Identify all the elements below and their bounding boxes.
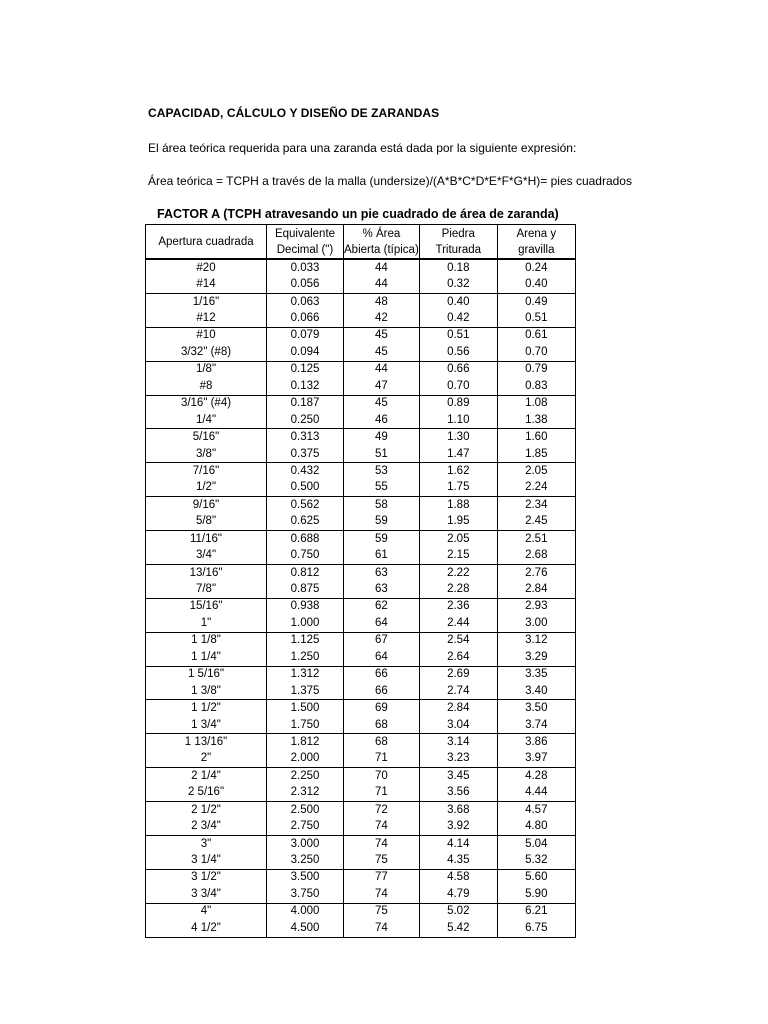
cell-arena: 6.75 [497,920,575,937]
cell-area: 64 [344,615,420,632]
cell-equivalente: 0.750 [267,547,344,564]
table-header-row [146,225,576,260]
cell-area: 74 [344,920,420,937]
table-caption: FACTOR A (TCPH atravesando un pie cuadrado de área de zaranda) [157,207,559,221]
table-row [146,259,576,276]
cell-equivalente: 0.132 [267,378,344,395]
cell-equivalente: 3.000 [267,835,344,852]
cell-piedra: 3.23 [419,751,497,768]
table-row [146,412,576,429]
header-area-abierta [344,225,420,260]
cell-arena: 4.80 [497,818,575,835]
cell-area: 51 [344,446,420,463]
table-row [146,886,576,903]
cell-apertura: 1 13/16" [146,734,267,751]
cell-arena: 3.50 [497,700,575,717]
cell-arena: 5.90 [497,886,575,903]
table-row [146,768,576,785]
cell-apertura: 3 1/2" [146,869,267,886]
cell-equivalente: 0.079 [267,327,344,344]
cell-arena: 5.32 [497,852,575,869]
cell-piedra: 0.70 [419,378,497,395]
table-row [146,734,576,751]
cell-equivalente: 1.500 [267,700,344,717]
cell-piedra: 2.05 [419,531,497,548]
cell-piedra: 1.95 [419,514,497,531]
cell-area: 58 [344,497,420,514]
header-piedra-triturada [419,225,497,260]
table-row [146,598,576,615]
table-row [146,378,576,395]
cell-piedra: 0.32 [419,276,497,293]
cell-piedra: 2.22 [419,564,497,581]
table-row [146,818,576,835]
header-line: gravilla [518,243,555,256]
table-row [146,700,576,717]
table-row [146,310,576,327]
cell-equivalente: 4.500 [267,920,344,937]
cell-arena: 1.85 [497,446,575,463]
cell-area: 66 [344,683,420,700]
cell-piedra: 0.51 [419,327,497,344]
cell-area: 75 [344,903,420,920]
table-row [146,564,576,581]
cell-equivalente: 0.313 [267,429,344,446]
cell-area: 72 [344,802,420,819]
cell-equivalente: 0.250 [267,412,344,429]
cell-apertura: 2 1/2" [146,802,267,819]
cell-equivalente: 0.562 [267,497,344,514]
cell-equivalente: 0.938 [267,598,344,615]
cell-arena: 2.45 [497,514,575,531]
cell-piedra: 5.42 [419,920,497,937]
header-line: Triturada [435,243,482,256]
page-title: CAPACIDAD, CÁLCULO Y DISEÑO DE ZARANDAS [148,106,440,120]
cell-apertura: 9/16" [146,497,267,514]
cell-arena: 4.44 [497,785,575,802]
cell-arena: 3.00 [497,615,575,632]
cell-arena: 2.24 [497,480,575,497]
cell-apertura: 7/8" [146,581,267,598]
cell-arena: 4.57 [497,802,575,819]
cell-equivalente: 3.500 [267,869,344,886]
cell-area: 48 [344,293,420,310]
cell-area: 64 [344,649,420,666]
cell-area: 45 [344,344,420,361]
cell-piedra: 0.89 [419,395,497,412]
table-row [146,683,576,700]
cell-piedra: 0.18 [419,259,497,276]
cell-piedra: 2.28 [419,581,497,598]
cell-equivalente: 1.812 [267,734,344,751]
cell-arena: 1.08 [497,395,575,412]
cell-area: 59 [344,514,420,531]
cell-apertura: #8 [146,378,267,395]
cell-equivalente: 0.688 [267,531,344,548]
cell-arena: 0.51 [497,310,575,327]
table-row [146,751,576,768]
cell-piedra: 0.42 [419,310,497,327]
table-row [146,344,576,361]
header-equivalente [267,225,344,260]
table-row [146,463,576,480]
cell-apertura: 3/4" [146,547,267,564]
cell-apertura: 2 3/4" [146,818,267,835]
cell-apertura: 5/8" [146,514,267,531]
cell-arena: 2.93 [497,598,575,615]
cell-piedra: 0.66 [419,361,497,378]
table-row [146,480,576,497]
cell-arena: 2.51 [497,531,575,548]
cell-piedra: 2.84 [419,700,497,717]
cell-area: 67 [344,632,420,649]
cell-equivalente: 0.500 [267,480,344,497]
header-line: Piedra [441,227,475,240]
cell-arena: 0.79 [497,361,575,378]
table-row [146,920,576,937]
table-row [146,581,576,598]
cell-arena: 3.86 [497,734,575,751]
factor-a-table [145,224,576,938]
cell-equivalente: 3.250 [267,852,344,869]
cell-piedra: 4.14 [419,835,497,852]
cell-area: 74 [344,818,420,835]
cell-apertura: 1 1/4" [146,649,267,666]
cell-piedra: 2.36 [419,598,497,615]
cell-arena: 0.61 [497,327,575,344]
cell-equivalente: 0.063 [267,293,344,310]
cell-area: 44 [344,259,420,276]
cell-apertura: 3 3/4" [146,886,267,903]
cell-apertura: 2 1/4" [146,768,267,785]
cell-piedra: 3.92 [419,818,497,835]
cell-area: 74 [344,886,420,903]
cell-equivalente: 2.250 [267,768,344,785]
table-row [146,615,576,632]
cell-equivalente: 2.500 [267,802,344,819]
cell-arena: 3.74 [497,717,575,734]
table-row [146,293,576,310]
header-line: Apertura cuadrada [158,235,254,248]
table-row [146,802,576,819]
cell-apertura: 4 1/2" [146,920,267,937]
cell-equivalente: 0.812 [267,564,344,581]
header-arena-gravilla [497,225,575,260]
cell-equivalente: 0.125 [267,361,344,378]
cell-apertura: #20 [146,259,267,276]
cell-arena: 2.34 [497,497,575,514]
cell-arena: 3.97 [497,751,575,768]
cell-piedra: 1.10 [419,412,497,429]
cell-arena: 4.28 [497,768,575,785]
cell-piedra: 2.54 [419,632,497,649]
cell-arena: 1.38 [497,412,575,429]
cell-area: 75 [344,852,420,869]
cell-area: 42 [344,310,420,327]
table-row [146,835,576,852]
cell-apertura: 15/16" [146,598,267,615]
cell-piedra: 1.75 [419,480,497,497]
cell-equivalente: 0.625 [267,514,344,531]
cell-area: 66 [344,666,420,683]
cell-piedra: 2.74 [419,683,497,700]
cell-arena: 6.21 [497,903,575,920]
table-row [146,852,576,869]
cell-equivalente: 3.750 [267,886,344,903]
table-row [146,429,576,446]
cell-piedra: 2.64 [419,649,497,666]
cell-area: 69 [344,700,420,717]
cell-apertura: 7/16" [146,463,267,480]
cell-piedra: 1.47 [419,446,497,463]
cell-piedra: 2.69 [419,666,497,683]
cell-area: 77 [344,869,420,886]
table-row [146,666,576,683]
cell-area: 46 [344,412,420,429]
cell-equivalente: 0.875 [267,581,344,598]
header-apertura [146,225,267,260]
table-row [146,514,576,531]
cell-arena: 0.70 [497,344,575,361]
cell-equivalente: 1.250 [267,649,344,666]
cell-piedra: 4.79 [419,886,497,903]
cell-apertura: 3" [146,835,267,852]
table-row [146,903,576,920]
cell-piedra: 5.02 [419,903,497,920]
table-row [146,785,576,802]
cell-apertura: 1 5/16" [146,666,267,683]
cell-arena: 2.68 [497,547,575,564]
cell-equivalente: 1.375 [267,683,344,700]
cell-apertura: 5/16" [146,429,267,446]
cell-area: 44 [344,276,420,293]
intro-paragraph: El área teórica requerida para una zaranda está dada por la siguiente expresión: [148,141,577,155]
cell-apertura: 1/2" [146,480,267,497]
cell-area: 47 [344,378,420,395]
cell-area: 59 [344,531,420,548]
table-row [146,717,576,734]
cell-apertura: 1" [146,615,267,632]
cell-arena: 2.84 [497,581,575,598]
cell-arena: 3.40 [497,683,575,700]
cell-piedra: 2.44 [419,615,497,632]
cell-arena: 3.35 [497,666,575,683]
cell-area: 53 [344,463,420,480]
cell-apertura: #10 [146,327,267,344]
cell-piedra: 1.88 [419,497,497,514]
cell-equivalente: 2.750 [267,818,344,835]
cell-area: 68 [344,717,420,734]
header-line: Equivalente [274,227,336,240]
cell-apertura: #14 [146,276,267,293]
header-line: Decimal (") [276,243,334,256]
table-row [146,632,576,649]
cell-apertura: 2" [146,751,267,768]
cell-piedra: 3.04 [419,717,497,734]
cell-apertura: 1/8" [146,361,267,378]
cell-apertura: 2 5/16" [146,785,267,802]
cell-area: 49 [344,429,420,446]
cell-equivalente: 2.312 [267,785,344,802]
cell-arena: 2.76 [497,564,575,581]
cell-area: 44 [344,361,420,378]
table-row [146,649,576,666]
cell-equivalente: 1.000 [267,615,344,632]
cell-area: 63 [344,564,420,581]
cell-arena: 0.83 [497,378,575,395]
cell-area: 68 [344,734,420,751]
table-row [146,869,576,886]
cell-area: 71 [344,785,420,802]
cell-arena: 0.24 [497,259,575,276]
cell-equivalente: 0.094 [267,344,344,361]
cell-equivalente: 0.375 [267,446,344,463]
cell-apertura: 1 3/8" [146,683,267,700]
cell-area: 71 [344,751,420,768]
cell-piedra: 0.56 [419,344,497,361]
cell-area: 55 [344,480,420,497]
header-line: % Área [362,227,401,240]
cell-piedra: 3.56 [419,785,497,802]
formula-paragraph: Área teórica = TCPH a través de la malla (undersize)/(A*B*C*D*E*F*G*H)= pies cuadrados [148,174,632,188]
cell-apertura: 1 1/8" [146,632,267,649]
table-row [146,531,576,548]
table-row [146,395,576,412]
cell-area: 45 [344,395,420,412]
cell-piedra: 4.35 [419,852,497,869]
cell-equivalente: 1.125 [267,632,344,649]
cell-equivalente: 0.033 [267,259,344,276]
cell-apertura: 11/16" [146,531,267,548]
cell-arena: 5.60 [497,869,575,886]
table-row [146,547,576,564]
cell-equivalente: 0.187 [267,395,344,412]
cell-apertura: 3/32" (#8) [146,344,267,361]
cell-arena: 2.05 [497,463,575,480]
cell-arena: 0.40 [497,276,575,293]
cell-apertura: 13/16" [146,564,267,581]
header-line: Abierta (típica) [344,243,419,256]
header-line: Arena y [516,227,557,240]
cell-apertura: #12 [146,310,267,327]
cell-area: 63 [344,581,420,598]
table-row [146,446,576,463]
cell-apertura: 1 1/2" [146,700,267,717]
cell-equivalente: 2.000 [267,751,344,768]
cell-piedra: 3.68 [419,802,497,819]
cell-apertura: 1/16" [146,293,267,310]
cell-area: 61 [344,547,420,564]
cell-piedra: 3.14 [419,734,497,751]
table-body [146,259,576,937]
cell-arena: 3.12 [497,632,575,649]
cell-equivalente: 4.000 [267,903,344,920]
cell-area: 62 [344,598,420,615]
cell-apertura: 3/8" [146,446,267,463]
cell-piedra: 0.40 [419,293,497,310]
table-row [146,497,576,514]
table-row [146,276,576,293]
cell-area: 74 [344,835,420,852]
cell-piedra: 1.62 [419,463,497,480]
cell-area: 45 [344,327,420,344]
cell-equivalente: 0.066 [267,310,344,327]
cell-apertura: 1 3/4" [146,717,267,734]
cell-apertura: 3 1/4" [146,852,267,869]
cell-arena: 5.04 [497,835,575,852]
cell-apertura: 4" [146,903,267,920]
cell-piedra: 1.30 [419,429,497,446]
table-row [146,361,576,378]
cell-piedra: 3.45 [419,768,497,785]
cell-equivalente: 0.432 [267,463,344,480]
cell-arena: 1.60 [497,429,575,446]
cell-equivalente: 0.056 [267,276,344,293]
cell-piedra: 2.15 [419,547,497,564]
cell-arena: 3.29 [497,649,575,666]
cell-equivalente: 1.750 [267,717,344,734]
cell-piedra: 4.58 [419,869,497,886]
cell-apertura: 3/16" (#4) [146,395,267,412]
cell-equivalente: 1.312 [267,666,344,683]
cell-arena: 0.49 [497,293,575,310]
cell-area: 70 [344,768,420,785]
table-row [146,327,576,344]
cell-apertura: 1/4" [146,412,267,429]
